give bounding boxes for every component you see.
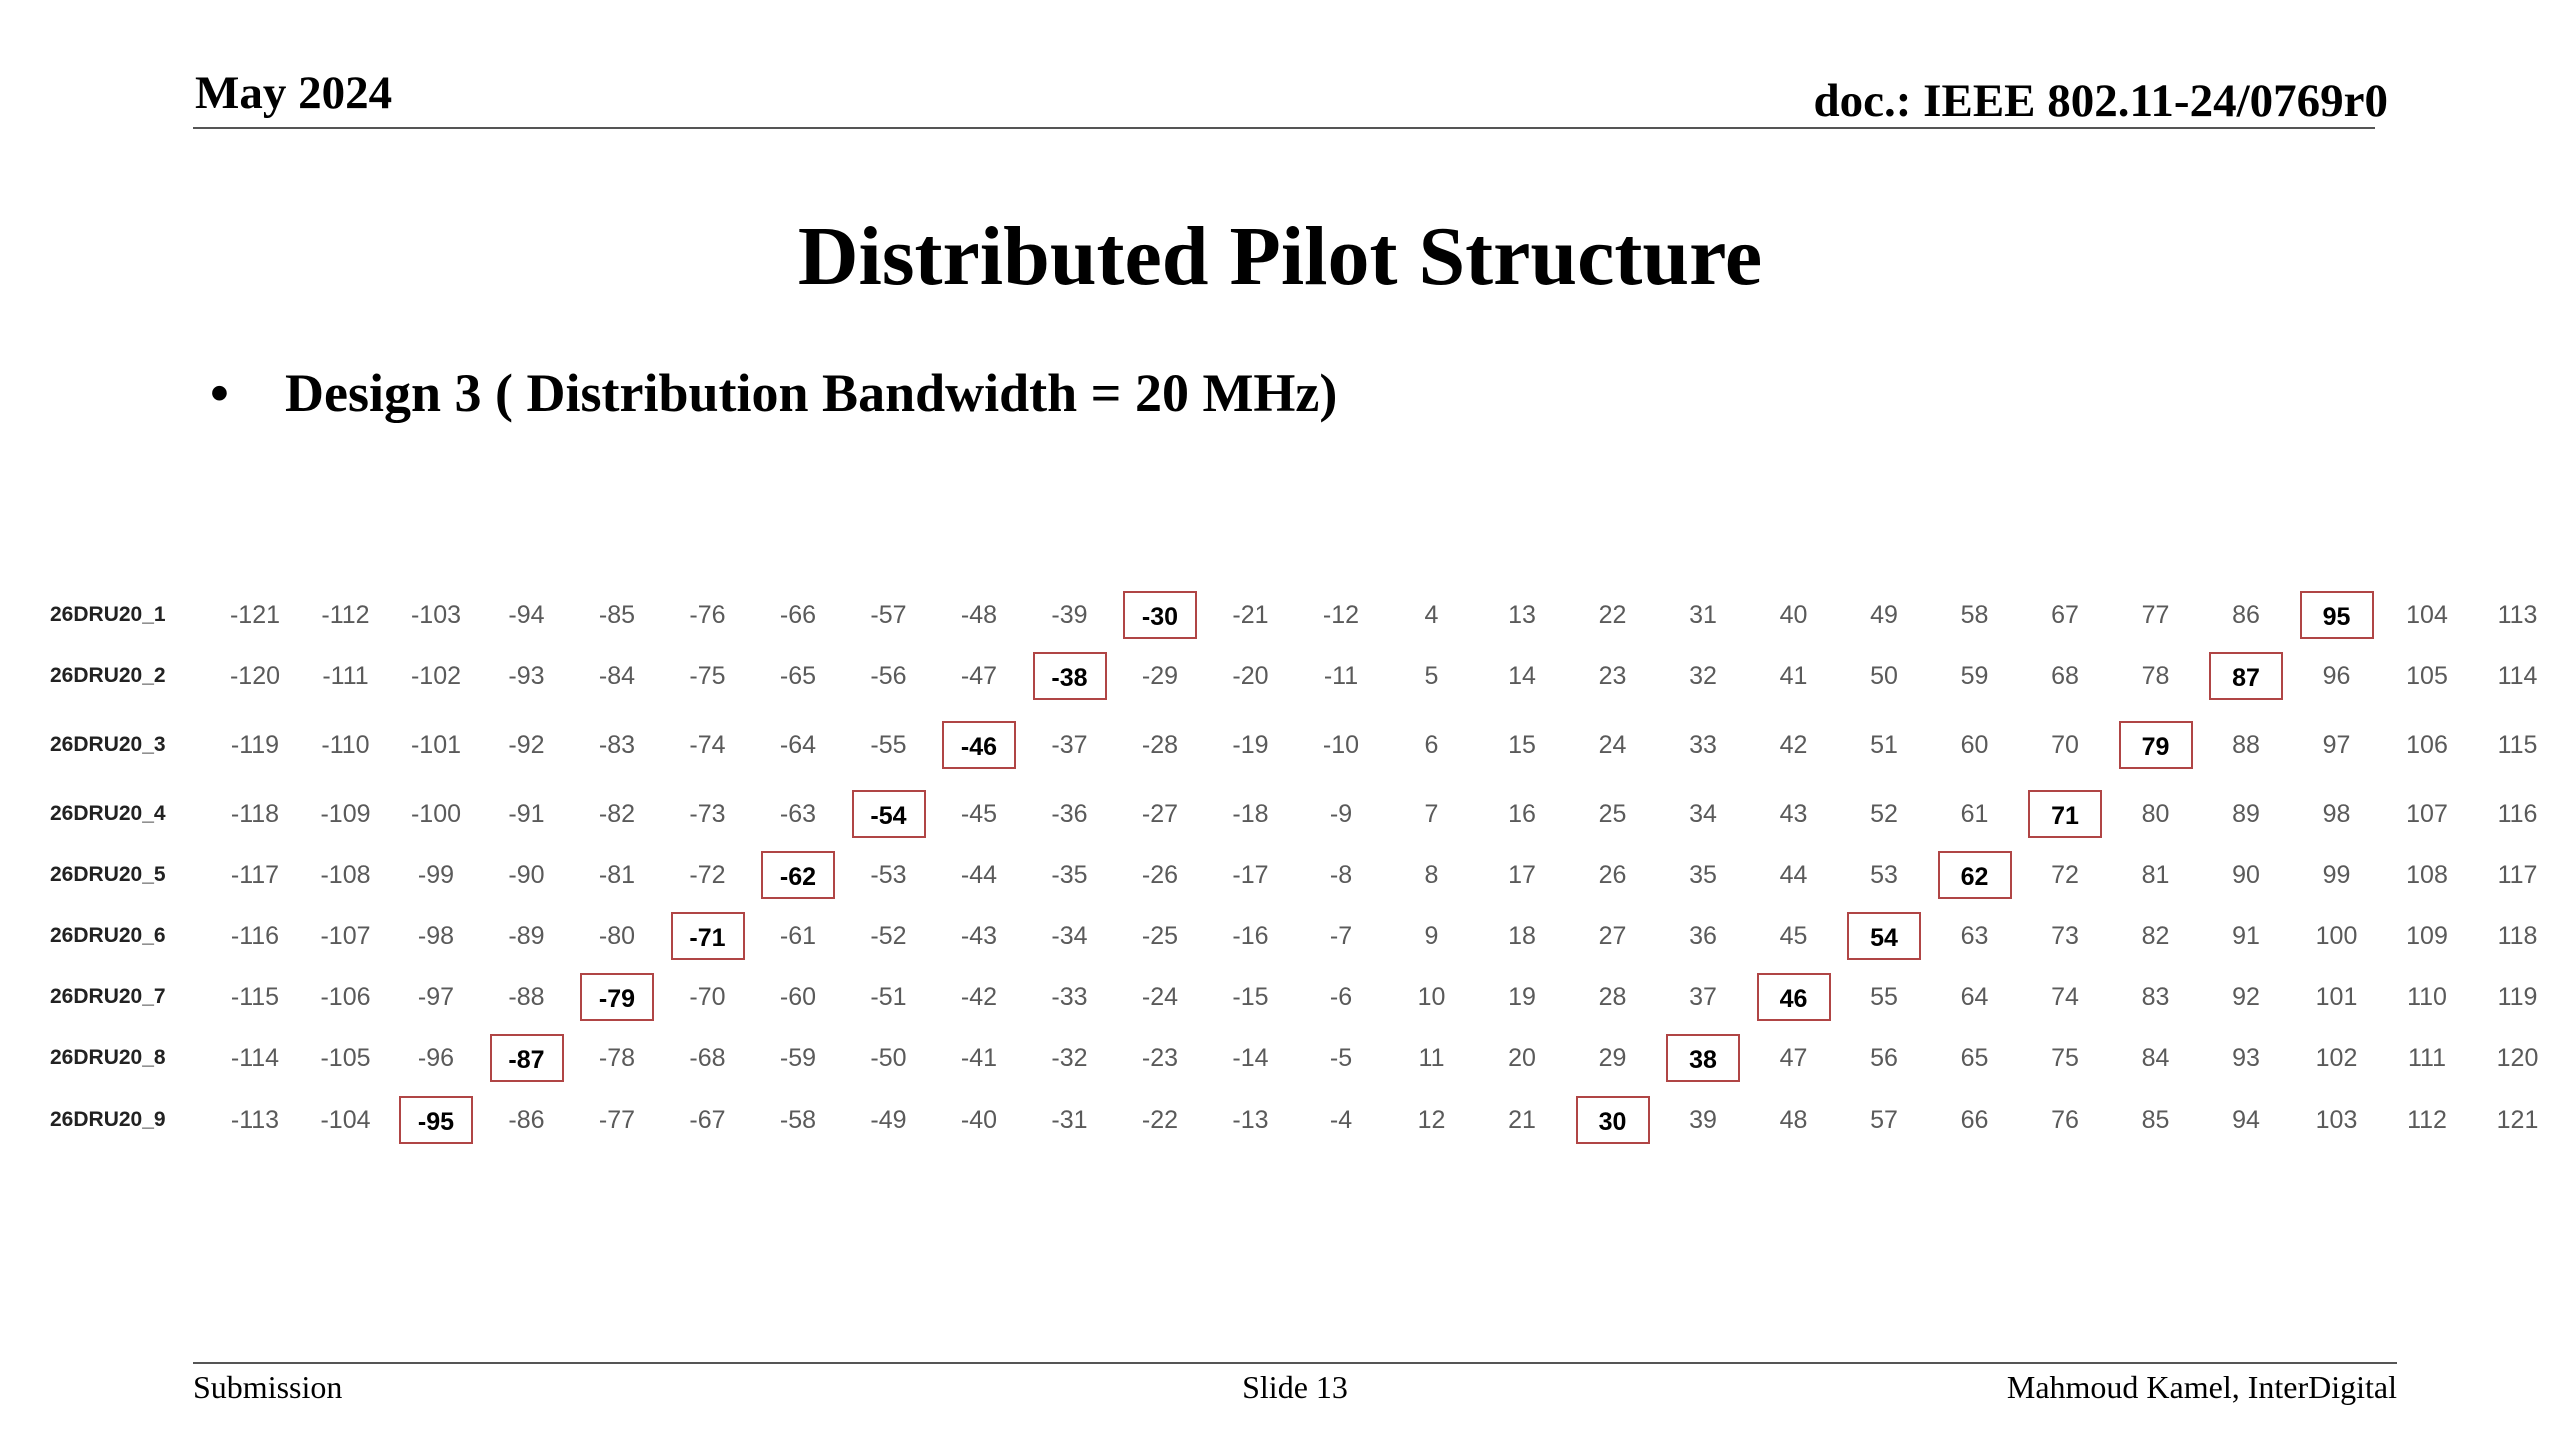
tone-cell: 44 — [1779, 861, 1808, 889]
tone-cell: 27 — [1598, 922, 1627, 950]
tone-cell: 18 — [1508, 922, 1536, 950]
tone-cell: -89 — [508, 922, 545, 950]
tone-cell: 81 — [2141, 861, 2170, 889]
tone-cell: 12 — [1417, 1106, 1446, 1134]
tone-cell: 50 — [1870, 662, 1898, 690]
pilot-tone-cell: -54 — [852, 790, 926, 838]
tone-cell: -103 — [410, 601, 462, 629]
tone-cell: 20 — [1508, 1044, 1536, 1072]
tone-cell: 103 — [2315, 1106, 2358, 1134]
tone-cell: -82 — [598, 800, 636, 828]
slide-title: Distributed Pilot Structure — [797, 210, 1763, 303]
tone-cell: -40 — [960, 1106, 998, 1134]
tone-cell: -61 — [779, 922, 817, 950]
tone-cell: -44 — [960, 861, 998, 889]
pilot-table — [0, 580, 2560, 1160]
tone-cell: -100 — [410, 800, 462, 828]
tone-cell: 116 — [2497, 800, 2538, 828]
tone-cell: 94 — [2232, 1106, 2260, 1134]
tone-cell: 48 — [1779, 1106, 1808, 1134]
tone-cell: 11 — [1418, 1044, 1445, 1072]
bullet-text: Design 3 ( Distribution Bandwidth = 20 MHz) — [285, 363, 1338, 423]
pilot-tone-cell: -62 — [761, 851, 835, 899]
tone-cell: 112 — [2407, 1106, 2447, 1134]
tone-cell: -75 — [689, 662, 726, 690]
tone-cell: 84 — [2141, 1044, 2170, 1072]
tone-cell: 51 — [1870, 731, 1898, 759]
tone-cell: 32 — [1689, 662, 1717, 690]
tone-cell: -64 — [779, 731, 817, 759]
tone-cell: -91 — [508, 800, 545, 828]
header-divider — [193, 127, 2375, 129]
tone-cell: 4 — [1424, 601, 1439, 629]
tone-cell: 91 — [2232, 922, 2260, 950]
pilot-tone-cell: -46 — [942, 721, 1016, 769]
tone-cell: -33 — [1051, 983, 1088, 1011]
tone-cell: 22 — [1598, 601, 1627, 629]
tone-cell: 83 — [2141, 983, 2170, 1011]
tone-cell: 105 — [2406, 662, 2448, 690]
tone-cell: -66 — [779, 601, 817, 629]
footer-slide-number: Slide 13 — [1242, 1369, 1348, 1405]
tone-cell: -70 — [689, 983, 726, 1011]
tone-cell: -7 — [1329, 922, 1353, 950]
tone-cell: 101 — [2315, 983, 2358, 1011]
tone-cell: -113 — [230, 1106, 280, 1134]
tone-cell: -42 — [960, 983, 998, 1011]
tone-cell: -104 — [320, 1106, 371, 1134]
pilot-tone-cell: 62 — [1938, 851, 2012, 899]
tone-cell: 111 — [2407, 1044, 2446, 1072]
tone-cell: -114 — [230, 1044, 280, 1072]
tone-cell: 52 — [1870, 800, 1898, 828]
header-doc-id: doc.: IEEE 802.11-24/0769r0 — [1813, 75, 2388, 127]
pilot-tone-cell: -87 — [490, 1034, 564, 1082]
tone-cell: -37 — [1051, 731, 1088, 759]
tone-cell: 17 — [1508, 861, 1536, 889]
pilot-tone-cell: -79 — [580, 973, 654, 1021]
tone-cell: 114 — [2497, 662, 2538, 690]
tone-cell: 13 — [1508, 601, 1536, 629]
footer-author: Mahmoud Kamel, InterDigital — [2006, 1369, 2397, 1405]
tone-cell: -112 — [321, 601, 370, 629]
tone-cell: 73 — [2051, 922, 2079, 950]
tone-cell: 68 — [2051, 662, 2079, 690]
tone-cell: -65 — [779, 662, 817, 690]
row-label: 26DRU20_8 — [50, 1046, 166, 1069]
pilot-tone-cell: 38 — [1666, 1034, 1740, 1082]
tone-cell: -35 — [1051, 861, 1088, 889]
tone-cell: -15 — [1232, 983, 1269, 1011]
footer-divider — [193, 1362, 2397, 1364]
tone-cell: -47 — [960, 662, 998, 690]
row-label: 26DRU20_1 — [50, 603, 166, 626]
tone-cell: 92 — [2232, 983, 2260, 1011]
tone-cell: -39 — [1051, 601, 1088, 629]
tone-cell: -13 — [1232, 1106, 1269, 1134]
tone-cell: -25 — [1141, 922, 1179, 950]
tone-cell: -59 — [779, 1044, 817, 1072]
tone-cell: -90 — [508, 861, 545, 889]
tone-cell: -6 — [1329, 983, 1353, 1011]
tone-cell: -36 — [1051, 800, 1088, 828]
tone-cell: 40 — [1779, 601, 1808, 629]
tone-cell: 119 — [2497, 983, 2538, 1011]
tone-cell: -111 — [322, 662, 369, 690]
tone-cell: 19 — [1508, 983, 1536, 1011]
tone-cell: -83 — [598, 731, 636, 759]
tone-cell: 23 — [1598, 662, 1627, 690]
tone-cell: -9 — [1329, 800, 1353, 828]
header-date: May 2024 — [195, 67, 393, 119]
tone-cell: -107 — [320, 922, 371, 950]
tone-cell: -81 — [598, 861, 636, 889]
tone-cell: -29 — [1141, 662, 1179, 690]
tone-cell: -73 — [689, 800, 726, 828]
tone-cell: -34 — [1051, 922, 1088, 950]
bullet-marker: • — [210, 363, 229, 423]
tone-cell: -86 — [508, 1106, 545, 1134]
tone-cell: 113 — [2497, 601, 2538, 629]
tone-cell: 86 — [2232, 601, 2260, 629]
tone-cell: 26 — [1598, 861, 1627, 889]
tone-cell: -49 — [870, 1106, 907, 1134]
tone-cell: 80 — [2141, 800, 2170, 828]
tone-cell: -99 — [417, 861, 455, 889]
tone-cell: 76 — [2051, 1106, 2079, 1134]
tone-cell: 75 — [2051, 1044, 2079, 1072]
tone-cell: -43 — [960, 922, 998, 950]
tone-cell: -48 — [960, 601, 998, 629]
tone-cell: 90 — [2232, 861, 2260, 889]
tone-cell: 10 — [1417, 983, 1446, 1011]
row-label: 26DRU20_4 — [50, 802, 166, 825]
tone-cell: -74 — [689, 731, 726, 759]
tone-cell: -10 — [1322, 731, 1360, 759]
tone-cell: 82 — [2141, 922, 2170, 950]
tone-cell: 43 — [1779, 800, 1808, 828]
tone-cell: 96 — [2322, 662, 2351, 690]
tone-cell: -110 — [321, 731, 370, 759]
tone-cell: 8 — [1424, 861, 1439, 889]
tone-cell: -21 — [1232, 601, 1269, 629]
tone-cell: -31 — [1051, 1106, 1088, 1134]
tone-cell: 63 — [1960, 922, 1989, 950]
tone-cell: 77 — [2141, 601, 2170, 629]
pilot-tone-cell: -71 — [671, 912, 745, 960]
tone-cell: -63 — [779, 800, 817, 828]
pilot-tone-cell: 95 — [2300, 591, 2374, 639]
tone-cell: -121 — [229, 601, 281, 629]
tone-cell: 55 — [1870, 983, 1898, 1011]
tone-cell: 102 — [2315, 1044, 2358, 1072]
tone-cell: 16 — [1508, 800, 1536, 828]
tone-cell: -77 — [598, 1106, 636, 1134]
tone-cell: -93 — [508, 662, 545, 690]
tone-cell: 31 — [1689, 601, 1717, 629]
tone-cell: 57 — [1870, 1106, 1898, 1134]
tone-cell: 109 — [2406, 922, 2448, 950]
tone-cell: -28 — [1141, 731, 1179, 759]
tone-cell: -12 — [1322, 601, 1360, 629]
tone-cell: -56 — [870, 662, 907, 690]
pilot-tone-cell: 79 — [2119, 721, 2193, 769]
tone-cell: 65 — [1960, 1044, 1989, 1072]
tone-cell: 78 — [2141, 662, 2170, 690]
tone-cell: 107 — [2406, 800, 2448, 828]
tone-cell: 118 — [2497, 922, 2538, 950]
tone-cell: -102 — [410, 662, 462, 690]
row-label: 26DRU20_7 — [50, 985, 166, 1008]
tone-cell: 14 — [1508, 662, 1536, 690]
tone-cell: -85 — [598, 601, 636, 629]
pilot-tone-cell: -30 — [1123, 591, 1197, 639]
tone-cell: -55 — [870, 731, 907, 759]
tone-cell: 42 — [1779, 731, 1808, 759]
tone-cell: 53 — [1870, 861, 1898, 889]
tone-cell: -72 — [689, 861, 726, 889]
tone-cell: 88 — [2232, 731, 2260, 759]
tone-cell: 100 — [2315, 922, 2358, 950]
tone-cell: -22 — [1141, 1106, 1179, 1134]
tone-cell: 117 — [2497, 861, 2538, 889]
tone-cell: 35 — [1689, 861, 1717, 889]
tone-cell: 6 — [1424, 731, 1439, 759]
tone-cell: -58 — [779, 1106, 817, 1134]
tone-cell: 7 — [1424, 800, 1439, 828]
row-label: 26DRU20_6 — [50, 924, 166, 947]
tone-cell: 67 — [2051, 601, 2079, 629]
tone-cell: -5 — [1329, 1044, 1353, 1072]
tone-cell: -26 — [1141, 861, 1179, 889]
tone-cell: 56 — [1870, 1044, 1898, 1072]
tone-cell: -16 — [1232, 922, 1269, 950]
tone-cell: 97 — [2322, 731, 2351, 759]
tone-cell: 37 — [1689, 983, 1717, 1011]
tone-cell: -68 — [689, 1044, 726, 1072]
tone-cell: 74 — [2051, 983, 2079, 1011]
tone-cell: -4 — [1329, 1106, 1353, 1134]
pilot-tone-cell: 87 — [2209, 652, 2283, 700]
tone-cell: -84 — [598, 662, 636, 690]
tone-cell: 110 — [2407, 983, 2447, 1011]
tone-cell: -76 — [689, 601, 726, 629]
tone-cell: -41 — [960, 1044, 998, 1072]
tone-cell: 121 — [2496, 1106, 2539, 1134]
tone-cell: -117 — [230, 861, 280, 889]
tone-cell: -60 — [779, 983, 817, 1011]
tone-cell: 29 — [1598, 1044, 1627, 1072]
tone-cell: -80 — [598, 922, 636, 950]
tone-cell: -88 — [508, 983, 545, 1011]
tone-cell: 28 — [1598, 983, 1627, 1011]
tone-cell: 21 — [1508, 1106, 1536, 1134]
tone-cell: 115 — [2497, 731, 2538, 759]
tone-cell: 104 — [2406, 601, 2448, 629]
tone-cell: -8 — [1329, 861, 1353, 889]
tone-cell: -120 — [229, 662, 281, 690]
tone-cell: 106 — [2406, 731, 2448, 759]
tone-cell: 49 — [1870, 601, 1898, 629]
tone-cell: 99 — [2322, 861, 2351, 889]
footer-submission: Submission — [193, 1369, 343, 1405]
tone-cell: -108 — [320, 861, 371, 889]
tone-cell: 70 — [2051, 731, 2079, 759]
tone-cell: 36 — [1689, 922, 1717, 950]
tone-cell: -115 — [230, 983, 280, 1011]
tone-cell: -67 — [689, 1106, 726, 1134]
tone-cell: 85 — [2141, 1106, 2170, 1134]
tone-cell: -118 — [230, 800, 280, 828]
pilot-tone-cell: 46 — [1757, 973, 1831, 1021]
tone-cell: -52 — [870, 922, 907, 950]
tone-cell: 34 — [1689, 800, 1717, 828]
bullet-item — [210, 363, 1338, 423]
tone-cell: 120 — [2496, 1044, 2539, 1072]
tone-cell: 39 — [1689, 1106, 1717, 1134]
tone-cell: -109 — [320, 800, 371, 828]
row-label: 26DRU20_5 — [50, 863, 166, 886]
tone-cell: -92 — [508, 731, 545, 759]
tone-cell: -101 — [410, 731, 462, 759]
tone-cell: 45 — [1779, 922, 1808, 950]
tone-cell: -19 — [1232, 731, 1269, 759]
tone-cell: -45 — [960, 800, 998, 828]
pilot-tone-cell: 71 — [2028, 790, 2102, 838]
row-label: 26DRU20_9 — [50, 1108, 166, 1131]
tone-cell: 47 — [1779, 1044, 1808, 1072]
tone-cell: 93 — [2232, 1044, 2260, 1072]
row-label: 26DRU20_3 — [50, 733, 166, 756]
tone-cell: 108 — [2406, 861, 2448, 889]
tone-cell: 59 — [1960, 662, 1989, 690]
tone-cell: 33 — [1689, 731, 1717, 759]
tone-cell: -23 — [1141, 1044, 1179, 1072]
tone-cell: 60 — [1960, 731, 1989, 759]
tone-cell: -96 — [417, 1044, 455, 1072]
tone-cell: -97 — [417, 983, 455, 1011]
pilot-tone-cell: -95 — [399, 1096, 473, 1144]
tone-cell: -51 — [870, 983, 907, 1011]
tone-cell: -116 — [230, 922, 280, 950]
tone-cell: -27 — [1141, 800, 1179, 828]
tone-cell: 25 — [1598, 800, 1627, 828]
tone-cell: 9 — [1424, 922, 1439, 950]
tone-cell: -106 — [320, 983, 371, 1011]
tone-cell: -57 — [870, 601, 907, 629]
tone-cell: 58 — [1960, 601, 1989, 629]
tone-cell: -14 — [1232, 1044, 1269, 1072]
tone-cell: 72 — [2051, 861, 2079, 889]
tone-cell: 98 — [2322, 800, 2351, 828]
tone-cell: -94 — [508, 601, 545, 629]
tone-cell: -24 — [1141, 983, 1179, 1011]
tone-cell: 61 — [1960, 800, 1989, 828]
tone-cell: 5 — [1424, 662, 1439, 690]
tone-cell: -105 — [320, 1044, 371, 1072]
tone-cell: 64 — [1960, 983, 1989, 1011]
tone-cell: -11 — [1323, 662, 1359, 690]
tone-cell: 66 — [1960, 1106, 1989, 1134]
tone-cell: 24 — [1598, 731, 1627, 759]
pilot-tone-cell: -38 — [1033, 652, 1107, 700]
tone-cell: 89 — [2232, 800, 2260, 828]
tone-cell: -53 — [870, 861, 907, 889]
tone-cell: -50 — [870, 1044, 907, 1072]
tone-cell: -78 — [598, 1044, 636, 1072]
pilot-tone-cell: 54 — [1847, 912, 1921, 960]
tone-cell: -98 — [417, 922, 455, 950]
tone-cell: -32 — [1051, 1044, 1088, 1072]
tone-cell: -18 — [1232, 800, 1269, 828]
tone-cell: -17 — [1232, 861, 1269, 889]
pilot-tone-cell: 30 — [1576, 1096, 1650, 1144]
tone-cell: 41 — [1779, 662, 1808, 690]
tone-cell: -119 — [230, 731, 280, 759]
tone-cell: -20 — [1232, 662, 1269, 690]
row-label: 26DRU20_2 — [50, 664, 166, 687]
tone-cell: 15 — [1508, 731, 1536, 759]
